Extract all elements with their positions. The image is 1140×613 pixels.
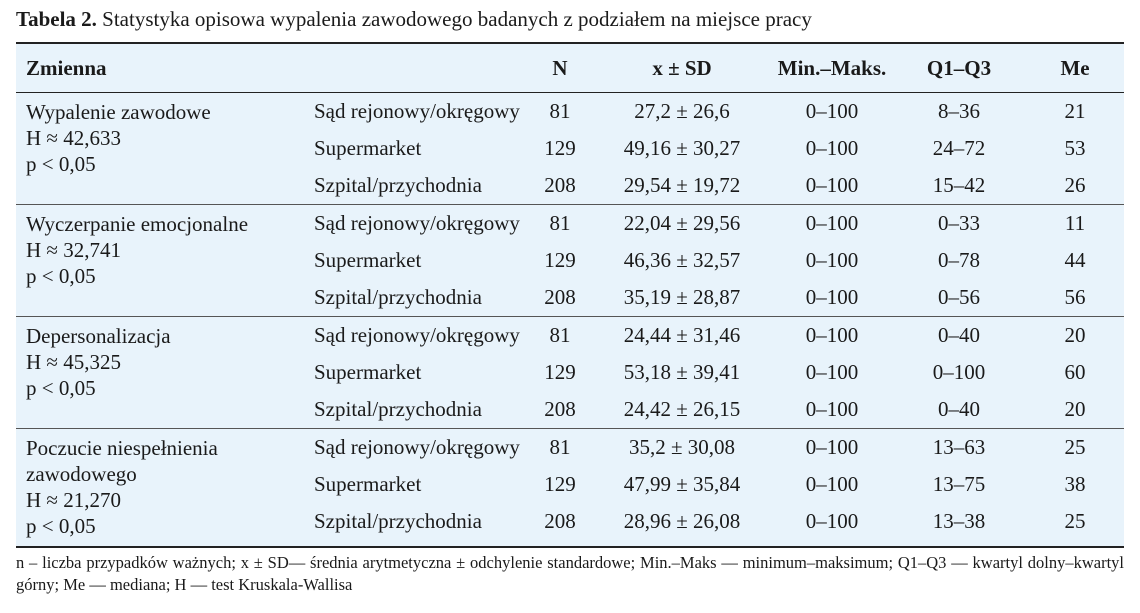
table-row	[16, 317, 1124, 355]
n-cell: 129	[544, 136, 576, 160]
p-value: p < 0,05	[26, 376, 96, 400]
header-median: Me	[1026, 44, 1124, 93]
workplace-cell: Sąd rejonowy/okręgowy	[306, 317, 528, 355]
n-cell: 208	[544, 285, 576, 309]
min-max-cell: 0–100	[772, 429, 892, 467]
variable-cell	[16, 429, 306, 541]
q1-q3-cell: 13–75	[932, 472, 986, 496]
kruskal-wallis-h: H ≈ 45,325	[26, 350, 121, 374]
mean-sd-cell: 24,44 ± 31,46	[592, 317, 772, 355]
mean-sd-cell: 53,18 ± 39,41	[623, 360, 741, 384]
workplace-cell: Szpital/przychodnia	[314, 285, 482, 309]
n-cell: 81	[549, 99, 571, 123]
median-cell: 20	[1026, 317, 1124, 355]
mean-sd-cell: 35,2 ± 30,08	[592, 429, 772, 467]
header-n: N	[528, 44, 592, 93]
q1-q3-cell: 0–40	[938, 397, 981, 421]
n-cell: 81	[528, 429, 592, 467]
header-variable: Zmienna	[16, 44, 528, 93]
table-body	[16, 93, 1124, 541]
min-max-cell: 0–100	[772, 317, 892, 355]
q1-q3-cell: 0–33	[892, 205, 1026, 243]
n-cell: 208	[544, 397, 576, 421]
mean-sd-cell: 47,99 ± 35,84	[623, 472, 741, 496]
mean-sd-cell: 22,04 ± 29,56	[592, 205, 772, 243]
header-min-max: Min.–Maks.	[772, 44, 892, 93]
q1-q3-cell: 0–56	[938, 285, 981, 309]
statistics-table	[16, 44, 1124, 540]
workplace-cell: Szpital/przychodnia	[314, 173, 482, 197]
statistics-table-container	[16, 42, 1124, 548]
median-cell: 56	[1064, 285, 1086, 309]
q1-q3-cell: 0–40	[892, 317, 1026, 355]
median-cell: 11	[1026, 205, 1124, 243]
q1-q3-cell: 0–100	[932, 360, 986, 384]
header-row	[16, 44, 1124, 93]
p-value: p < 0,05	[26, 514, 96, 538]
mean-sd-cell: 28,96 ± 26,08	[623, 509, 741, 533]
p-value: p < 0,05	[26, 264, 96, 288]
median-cell: 21	[1064, 99, 1086, 123]
min-max-cell: 0–100	[805, 99, 859, 123]
n-cell: 129	[544, 248, 576, 272]
min-max-cell: 0–100	[805, 285, 859, 309]
q1-q3-cell: 8–36	[938, 99, 981, 123]
variable-name: zawodowego	[26, 462, 137, 486]
min-max-cell: 0–100	[772, 205, 892, 243]
workplace-cell: Supermarket	[314, 136, 422, 160]
min-max-cell: 0–100	[805, 397, 859, 421]
workplace-cell: Sąd rejonowy/okręgowy	[306, 205, 528, 243]
median-cell: 25	[1064, 509, 1086, 533]
workplace-cell: Szpital/przychodnia	[314, 397, 482, 421]
workplace-cell: Sąd rejonowy/okręgowy	[306, 429, 528, 467]
min-max-cell: 0–100	[805, 248, 859, 272]
min-max-cell: 0–100	[805, 509, 859, 533]
median-cell: 44	[1064, 248, 1086, 272]
variable-name: Wypalenie zawodowe	[26, 100, 211, 124]
table-caption-text: Statystyka opisowa wypalenia zawodowego badanych z podziałem na miejsce pracy	[102, 7, 812, 31]
n-cell: 81	[528, 205, 592, 243]
mean-sd-cell: 46,36 ± 32,57	[623, 248, 741, 272]
workplace-cell: Supermarket	[314, 472, 422, 496]
workplace-cell: Supermarket	[314, 248, 422, 272]
q1-q3-cell: 13–63	[892, 429, 1026, 467]
workplace-cell: Sąd rejonowy/okręgowy	[314, 99, 520, 123]
kruskal-wallis-h: H ≈ 32,741	[26, 238, 121, 262]
kruskal-wallis-h: H ≈ 42,633	[26, 126, 121, 150]
workplace-cell: Supermarket	[314, 360, 422, 384]
variable-cell	[16, 93, 306, 205]
mean-sd-cell: 24,42 ± 26,15	[623, 397, 741, 421]
min-max-cell: 0–100	[805, 136, 859, 160]
header-mean-sd: x ± SD	[592, 44, 772, 93]
p-value: p < 0,05	[26, 152, 96, 176]
n-cell: 81	[528, 317, 592, 355]
kruskal-wallis-h: H ≈ 21,270	[26, 488, 121, 512]
q1-q3-cell: 24–72	[932, 136, 986, 160]
mean-sd-cell: 35,19 ± 28,87	[623, 285, 741, 309]
min-max-cell: 0–100	[805, 472, 859, 496]
min-max-cell: 0–100	[805, 173, 859, 197]
q1-q3-cell: 13–38	[932, 509, 986, 533]
median-cell: 25	[1026, 429, 1124, 467]
variable-name: Depersonalizacja	[26, 324, 171, 348]
table-caption	[16, 7, 812, 32]
table-row	[16, 429, 1124, 467]
n-cell: 208	[544, 509, 576, 533]
q1-q3-cell: 0–78	[938, 248, 981, 272]
mean-sd-cell: 29,54 ± 19,72	[623, 173, 741, 197]
n-cell: 208	[544, 173, 576, 197]
table-footnote: n – liczba przypadków ważnych; x ± SD— średnia arytmetyczna ± odchylenie standardowe; Min.–Maks — minimum–maksimum; Q1–Q3 — kwartyl dolny–kwartyl górny; Me — mediana; H — test Kruskala-Wallisa	[16, 553, 1124, 594]
n-cell: 129	[544, 472, 576, 496]
mean-sd-cell: 27,2 ± 26,6	[634, 99, 730, 123]
variable-cell	[16, 205, 306, 317]
table-row	[16, 93, 1124, 131]
table-row	[16, 205, 1124, 243]
header-q1-q3: Q1–Q3	[892, 44, 1026, 93]
median-cell: 20	[1064, 397, 1086, 421]
variable-cell	[16, 317, 306, 429]
n-cell: 129	[544, 360, 576, 384]
min-max-cell: 0–100	[805, 360, 859, 384]
mean-sd-cell: 49,16 ± 30,27	[623, 136, 741, 160]
variable-name: Poczucie niespełnienia	[26, 436, 218, 460]
workplace-cell: Szpital/przychodnia	[314, 509, 482, 533]
median-cell: 53	[1064, 136, 1086, 160]
table-caption-label: Tabela 2.	[16, 7, 97, 31]
median-cell: 60	[1064, 360, 1086, 384]
median-cell: 26	[1064, 173, 1086, 197]
median-cell: 38	[1064, 472, 1086, 496]
q1-q3-cell: 15–42	[932, 173, 986, 197]
variable-name: Wyczerpanie emocjonalne	[26, 212, 249, 236]
